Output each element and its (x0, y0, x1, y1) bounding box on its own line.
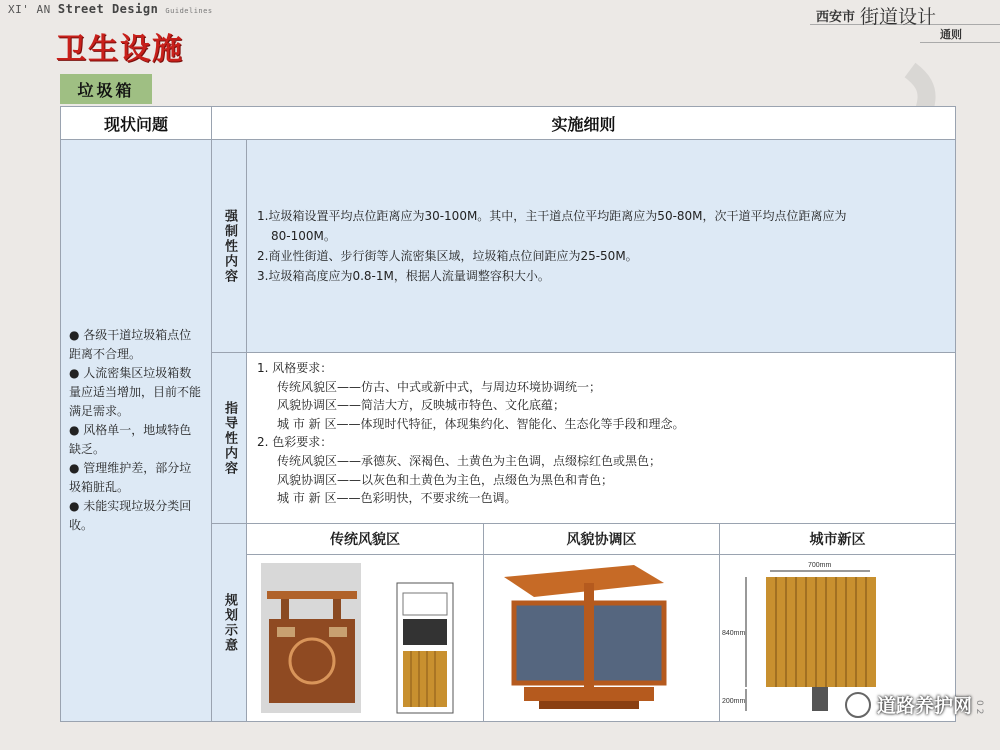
guide-color-line: 风貌协调区——以灰色和土黄色为主色，点缀色为黑色和青色； (277, 472, 614, 487)
guide-color-line: 城 市 新 区——色彩明快，不要求统一色调。 (277, 491, 517, 506)
dimension-width: 700mm (808, 562, 832, 569)
brand-city: 西安市 (816, 10, 856, 25)
guide-style-line: 传统风貌区——仿古、中式或新中式，与周边环境协调统一； (277, 379, 602, 394)
status-item: ● 未能实现垃圾分类回收。 (69, 499, 192, 532)
guide-style-line: 风貌协调区——简洁大方，反映城市特色、文化底蕴； (277, 398, 566, 413)
col-header-status: 现状问题 (60, 106, 212, 140)
plan-col-coordinated: 风貌协调区 (483, 523, 720, 555)
wechat-logo-icon (845, 692, 871, 718)
status-item: ● 各级干道垃圾箱点位距离不合理。 (69, 328, 192, 361)
guide-heading-color: 2. 色彩要求： (257, 435, 333, 450)
subsection-tab: 垃圾箱 (60, 74, 152, 104)
header-left-suffix: Guidelines (165, 7, 213, 15)
brand-main-title: 街道设计 (860, 6, 937, 28)
guide-style-line: 城 市 新 区——体现时代特征，体现集约化、智能化、生态化等手段和理念。 (277, 416, 685, 431)
dimension-base: 200mm (722, 698, 746, 705)
guide-content (246, 352, 956, 524)
brand-divider (920, 42, 1000, 43)
guide-label (211, 352, 247, 524)
guideline-table (60, 106, 956, 722)
mandatory-line-2: 2.商业性街道、步行街等人流密集区域，垃圾箱点位间距应为25-50M。 (257, 249, 638, 263)
mandatory-label (211, 139, 247, 353)
section-title: 卫生设施 (56, 32, 184, 67)
status-item: ● 人流密集区垃圾箱数量应适当增加，目前不能满足需求。 (69, 366, 202, 418)
traditional-bin-illustration (247, 555, 483, 721)
watermark-text: 道路养护网 (876, 695, 972, 717)
guide-color-line: 传统风貌区——承德灰、深褐色、土黄色为主色调，点缀棕红色或黑色； (277, 453, 662, 468)
brand-block (800, 0, 1000, 46)
mandatory-line-1b: 80-100M。 (271, 229, 336, 243)
mandatory-line-1: 1.垃圾箱设置平均点位距离应为30-100M。其中，主干道点位平均距离应为50-80M，次干道平均点位距离应为 (257, 209, 847, 223)
plan-col-new-district: 城市新区 (719, 523, 956, 555)
mandatory-content (246, 139, 956, 353)
coordinated-bin-image (483, 554, 720, 722)
watermark (845, 691, 972, 718)
coordinated-bin-illustration (484, 555, 719, 721)
dimension-height: 840mm (722, 630, 746, 637)
guide-label-text: 指导性内容 (222, 400, 237, 476)
mandatory-line-3: 3.垃圾箱高度应为0.8-1M，根据人流量调整容积大小。 (257, 269, 550, 283)
plan-label (211, 523, 247, 722)
plan-col-traditional: 传统风貌区 (246, 523, 484, 555)
header-guidelines-label (8, 2, 213, 16)
traditional-bin-images (246, 554, 484, 722)
status-item: ● 管理维护差，部分垃圾箱脏乱。 (69, 461, 192, 494)
brand-sub-title: 通则 (940, 28, 962, 41)
guide-heading-style: 1. 风格要求： (257, 361, 333, 375)
page-number: 0 2 (974, 700, 984, 715)
mandatory-label-text: 强制性内容 (222, 208, 237, 284)
col-header-detail: 实施细则 (211, 106, 956, 140)
status-item: ● 风格单一，地域特色缺乏。 (69, 423, 192, 456)
header-left-prefix: XI' AN (8, 3, 51, 16)
status-cell (60, 139, 212, 722)
header-left-main: Street Design (57, 2, 159, 16)
plan-label-text: 规划示意 (222, 592, 237, 653)
